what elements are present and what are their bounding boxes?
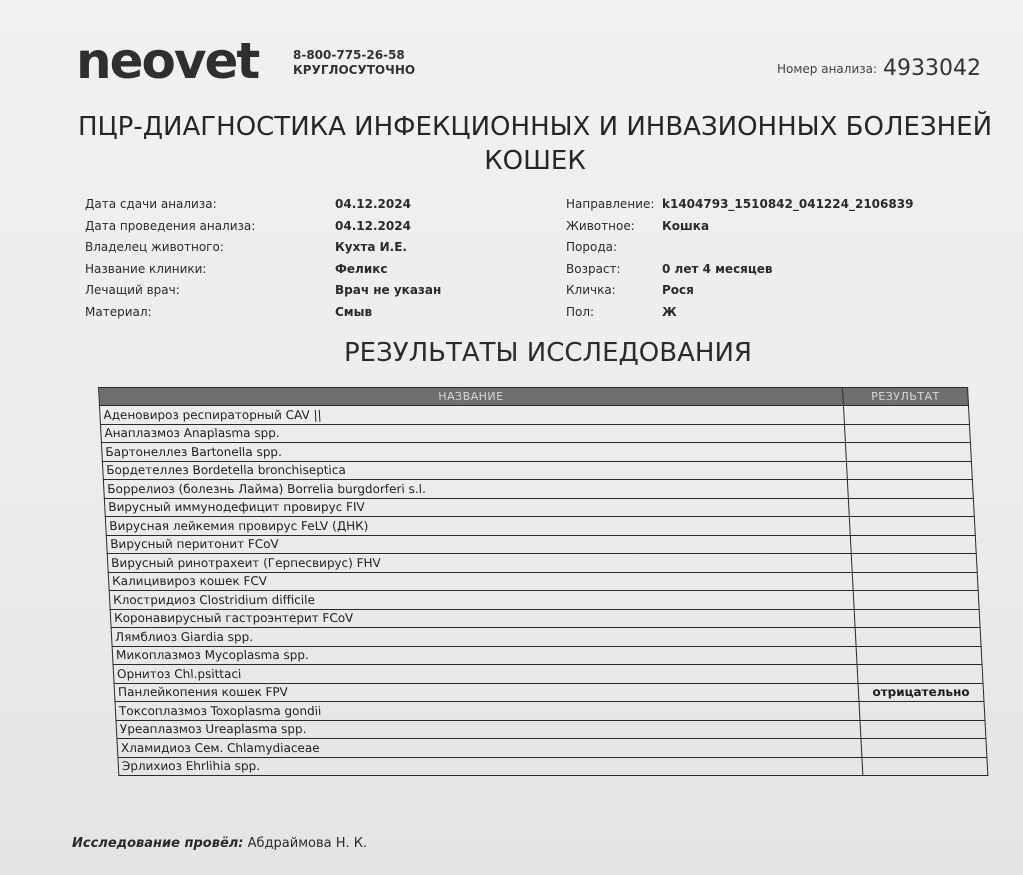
info-value: Кошка [662,218,710,233]
info-value: Ж [662,304,677,319]
table-row [117,739,987,758]
info-row [85,259,441,281]
phone-number: 8-800-775-26-58 [293,48,405,62]
footer-name: Абдраймова Н. К. [247,836,368,851]
info-label: Дата проведения анализа: [85,218,256,233]
table-row [113,665,983,684]
info-value: k1404793_1510842_041224_2106839 [662,197,914,211]
test-result [857,665,983,684]
neovet-logo: neovet [76,32,259,90]
test-name: Аденовироз респираторный CAV || [99,406,844,425]
test-result [862,757,988,776]
test-name: Боррелиоз (болезнь Лайма) Borrelia burgdorferi s.l. [103,480,848,499]
table-row [108,572,978,591]
test-result [855,628,981,647]
test-name: Бартонеллез Bartonella spp. [101,443,846,462]
test-result [860,720,986,739]
info-row [85,237,441,259]
footer [72,836,367,851]
test-result [847,480,973,499]
info-row [566,237,913,259]
info-value: Рося [662,283,694,298]
table-row [111,628,981,647]
info-label: Порода: [566,240,618,255]
table-row [118,757,988,776]
info-left [85,194,441,324]
info-label: Название клиники: [85,261,207,276]
test-name: Микоплазмоз Mycoplasma spp. [112,646,857,665]
info-value: Врач не указан [335,283,442,298]
table-row [104,498,974,517]
info-label: Дата сдачи анализа: [85,197,217,211]
info-row [566,280,913,302]
test-name: Коронавирусный гастроэнтерит FCoV [110,609,855,628]
table-row [116,720,986,739]
test-name: Калицивироз кошек FCV [108,572,853,591]
test-result [848,498,974,517]
info-value: Феликс [335,261,388,276]
table-row [99,406,969,425]
title-line-1: ПЦР-ДИАГНОСТИКА ИНФЕКЦИОННЫХ И ИНВАЗИОННЫХ БОЛЕЗНЕЙ [77,112,993,142]
test-name: Вирусная лейкемия провирус FeLV (ДНК) [105,517,850,536]
results-table [98,387,988,776]
table-row [112,646,982,665]
test-name: Вирусный перитонит FCoV [106,535,851,554]
analysis-number-block [777,56,981,81]
info-row [85,216,441,238]
info-value: 04.12.2024 [335,218,411,233]
analysis-number: 4933042 [883,56,981,81]
info-value: Кухта И.Е. [335,240,407,255]
test-name: Уреаплазмоз Ureaplasma spp. [116,720,861,739]
test-name: Эрлихиоз Ehrlihia spp. [118,757,863,776]
info-label: Материал: [85,304,152,319]
test-result [856,646,982,665]
info-label: Возраст: [566,261,621,276]
table-row [114,683,984,702]
hours-label: КРУГЛОСУТОЧНО [293,63,416,77]
document-title [60,110,1010,178]
test-name: Панлейкопения кошек FPV [114,683,859,702]
test-name: Хламидиоз Сем. Chlamydiaceae [117,739,862,758]
info-value: 04.12.2024 [335,197,411,211]
info-row [85,280,441,302]
test-name: Орнитоз Chl.psittaci [113,665,858,684]
test-result [844,424,970,443]
info-row [566,194,913,216]
test-name: Бордетеллез Bordetella bronchiseptica [102,461,847,480]
test-result [853,591,979,610]
info-row [85,194,441,216]
table-row [106,535,976,554]
test-result [845,443,971,462]
table-row [103,480,973,499]
test-result [859,702,985,721]
test-result: отрицательно [858,683,984,702]
test-name: Анаплазмоз Anaplasma spp. [100,424,845,443]
table-row [102,461,972,480]
table-row [107,554,977,573]
test-name: Токсоплазмоз Toxoplasma gondii [115,702,860,721]
footer-label: Исследование провёл: [72,836,244,851]
info-label: Животное: [566,218,635,233]
table-row [100,424,970,443]
results-heading: РЕЗУЛЬТАТЫ ИССЛЕДОВАНИЯ [344,338,752,368]
info-row [566,216,913,238]
table-row [105,517,975,536]
title-line-2: КОШЕК [484,146,586,176]
test-name: Клостридиоз Clostridium difficile [109,591,854,610]
info-label: Владелец животного: [85,240,224,255]
test-name: Вирусный ринотрахеит (Герпесвирус) FHV [107,554,852,573]
info-label: Лечащий врач: [85,283,180,298]
test-result [851,554,977,573]
test-result [843,406,969,425]
analysis-number-label: Номер анализа: [776,62,878,76]
table-row [109,591,979,610]
table-row [115,702,985,721]
column-header-result: РЕЗУЛЬТАТ [843,388,969,406]
info-label: Пол: [566,304,595,319]
table-row [110,609,980,628]
test-result [861,739,987,758]
test-name: Лямблиоз Giardia spp. [111,628,856,647]
info-label: Направление: [566,197,655,211]
info-value: Смыв [335,304,373,319]
info-row [85,302,441,324]
hotline [293,48,415,78]
info-label: Кличка: [566,283,616,298]
test-name: Вирусный иммунодефицит провирус FIV [104,498,849,517]
test-result [850,535,976,554]
info-right [566,194,913,324]
test-result [849,517,975,536]
column-header-name: НАЗВАНИЕ [99,388,844,406]
info-value: 0 лет 4 месяцев [662,261,773,276]
table-header-row [99,388,969,406]
table-row [101,443,971,462]
test-result [852,572,978,591]
test-result [854,609,980,628]
test-result [846,461,972,480]
info-row [566,302,913,324]
info-row [566,259,913,281]
